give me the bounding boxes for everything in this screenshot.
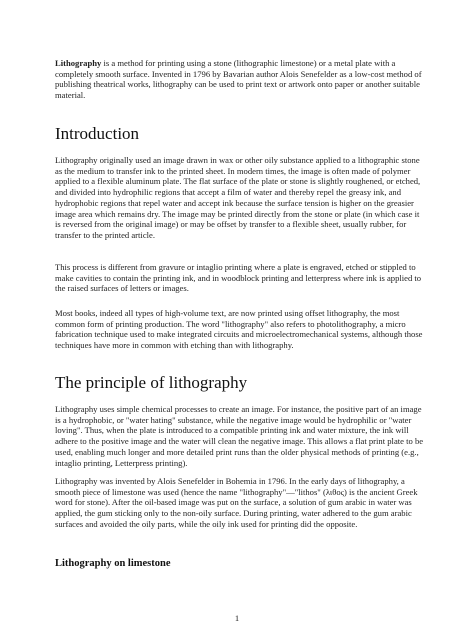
heading-limestone: Lithography on limestone — [55, 558, 171, 569]
paragraph-text: Most books, indeed all types of high-volume text, are now printed using offset lithography, the most common form of printing production. The word "lithography" also refers to photolithography, a micro fabrication technique used to make integrated circuits and microelectromechanical systems, although those techniques have more in common with etching than with lithography. — [55, 308, 423, 351]
introduction-paragraph-1 — [55, 155, 425, 241]
section-heading-principle — [55, 373, 425, 393]
intro-paragraph — [55, 58, 425, 101]
paragraph-text: This process is different from gravure or intaglio printing where a plate is engraved, etched or stippled to make cavities to contain the printing ink, and in woodblock printing and letterpress where ink is applied to the raised surfaces of letters or images. — [55, 262, 422, 294]
intro-paragraph-text — [55, 58, 425, 101]
introduction-paragraph-3 — [55, 308, 425, 351]
heading-principle: The principle of lithography — [55, 373, 248, 392]
principle-paragraph-1 — [55, 404, 425, 468]
subheading-limestone — [55, 557, 425, 570]
page-number: 1 — [234, 613, 240, 623]
intro-text: is a method for printing using a stone (lithographic limestone) or a metal plate with a completely smooth surface. Invented in 1796 by Bavarian author Alois Senefelder as a low-cost method of publishing theatrical works, lithography can be used to print text or artwork onto paper or another suitable material. — [55, 58, 422, 101]
paragraph-text: Lithography was invented by Alois Senefelder in Bohemia in 1796. In the early days of lithography, a smooth piece of limestone was used (hence the name "lithography"—"lithos" (λιθος) is the ancient Greek word for stone). After the oil-based image was put on the surface, a solution of gum arabic in water was applied, the gum sticking only to the non-oily surface. During printing, water adhered to the gum arabic surfaces and avoided the oily parts, while the oily ink used for printing did the opposite. — [55, 476, 418, 529]
section-heading-introduction — [55, 124, 425, 144]
paragraph-text: Lithography uses simple chemical processes to create an image. For instance, the positive part of an image is a hydrophobic, or "water hating" substance, while the negative image would be hydrophilic or "water loving". Thus, when the plate is introduced to a compatible printing ink and water mixture, the ink will adhere to the positive image and the water will clean the negative image. This allows a flat print plate to be used, enabling much longer and more detailed print runs than the older physical methods of printing (e.g., intaglio printing, Letterpress printing). — [55, 404, 424, 468]
introduction-paragraph-2 — [55, 262, 425, 294]
principle-paragraph-2 — [55, 476, 425, 530]
intro-term: Lithography — [55, 58, 102, 68]
heading-introduction: Introduction — [55, 124, 140, 143]
paragraph-text: Lithography originally used an image drawn in wax or other oily substance applied to a lithographic stone as the medium to transfer ink to the printed sheet. In modern times, the image is often made of polymer applied to a flexible aluminum plate. The flat surface of the plate or stone is slightly roughened, or etched, and divided into hydrophilic regions that accept a film of water and thereby repel the greasy ink, and hydrophobic regions that repel water and accept ink because the surface tension is higher on the greasier image area which remains dry. The image may be printed directly from the stone or plate (in which case it is reversed from the original image) or may be offset by transfer to a flexible sheet, usually rubber, for transfer to the printed article. — [55, 155, 421, 240]
